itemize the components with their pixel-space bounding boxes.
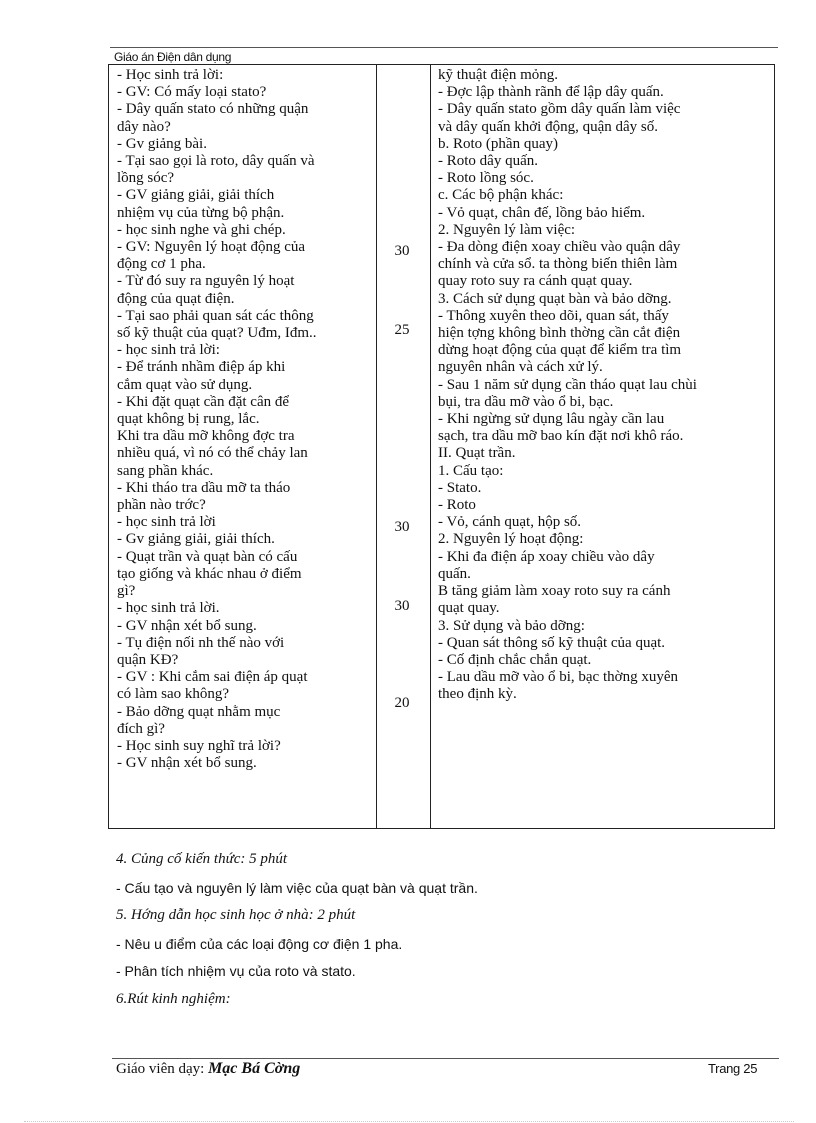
table-line: có làm sao không? [117, 686, 230, 703]
table-line: - Lau dầu mỡ vào ổ bi, bạc thờng xuyên [438, 669, 678, 686]
table-line: quay roto suy ra cánh quạt quay. [438, 273, 633, 290]
table-line: - Vỏ, cánh quạt, hộp số. [438, 514, 582, 531]
table-line: - Tụ điện nối nh thế nào với [117, 634, 285, 651]
document-header: Giáo án Điện dân dụng [114, 50, 232, 64]
table-line: - Roto lồng sóc. [438, 170, 534, 187]
time-cell: 30 [394, 519, 410, 535]
table-line: dây nào? [117, 118, 171, 135]
page-number: Trang 25 [708, 1061, 758, 1076]
table-line: - Để tránh nhầm điệp áp khi [117, 359, 286, 376]
table-line: - Roto dây quấn. [438, 153, 538, 170]
time-cell: 20 [394, 695, 410, 711]
lesson-table [108, 64, 775, 829]
table-line: và dây quấn khởi động, quận dây số. [438, 118, 658, 135]
teacher-name: Mạc Bá Cờng [208, 1060, 301, 1077]
table-line: - học sinh trả lời [117, 514, 216, 531]
table-line: - Quan sát thông số kỹ thuật của quạt. [438, 634, 666, 651]
table-line: sạch, tra dầu mỡ bao kín đặt nơi khô ráo. [438, 428, 684, 445]
activities-column [117, 67, 372, 772]
table-line: - GV nhận xét bổ sung. [117, 755, 257, 772]
table-line: - Khi đa điện áp xoay chiều vào dây [438, 548, 655, 565]
column-divider [376, 65, 377, 828]
table-line: 2. Nguyên lý hoạt động: [438, 531, 584, 548]
section-5-item: - Phân tích nhiệm vụ của roto và stato. [116, 963, 356, 979]
table-line: sang phần khác. [117, 462, 214, 479]
table-line: - Cố định chắc chắn quạt. [438, 651, 592, 668]
table-line: - Học sinh suy nghĩ trả lời? [117, 737, 281, 754]
table-line: đích gì? [117, 720, 165, 737]
table-line: nguyên nhân và cách xử lý. [438, 359, 603, 376]
table-line: tạo giống và khác nhau ở điểm [117, 565, 302, 582]
table-line: 3. Cách sử dụng quạt bàn và bảo dỡng. [438, 290, 672, 307]
table-line: c. Các bộ phận khác: [438, 187, 564, 204]
table-line: chính và cửa sổ. ta thòng biến thiên làm [438, 256, 678, 273]
table-line: b. Roto (phần quay) [438, 135, 558, 152]
table-line: - Stato. [438, 479, 482, 496]
section-5-item: - Nêu u điểm của các loại động cơ điện 1 pha. [116, 936, 403, 952]
section-4-heading: 4. Củng cố kiến thức: 5 phút [116, 851, 288, 867]
table-line: dừng hoạt động của quạt để kiểm tra tìm [438, 342, 682, 359]
page-bottom-dots [24, 1121, 794, 1122]
table-line: - Dây quấn stato gồm dây quấn làm việc [438, 101, 681, 118]
table-line: - Tại sao phải quan sát các thông [117, 307, 314, 324]
section-6-heading: 6.Rút kinh nghiệm: [116, 991, 231, 1007]
table-line: B tăng giảm làm xoay roto suy ra cánh [438, 583, 671, 600]
table-line: 1. Cấu tạo: [438, 462, 504, 479]
table-line: quận KĐ? [117, 651, 179, 668]
table-line: - GV: Nguyên lý hoạt động của [117, 239, 306, 256]
table-line: - GV: Có mấy loại stato? [117, 84, 267, 101]
teacher-credit [116, 1060, 300, 1078]
table-line: 2. Nguyên lý làm việc: [438, 221, 576, 238]
header-rule [110, 47, 778, 48]
table-line: quạt không bị rung, lắc. [117, 411, 260, 428]
table-line: - Gv giảng bài. [117, 135, 207, 152]
table-line: - Thông xuyên theo dõi, quan sát, thấy [438, 307, 669, 324]
table-line: quấn. [438, 565, 471, 582]
table-line: - Tại sao gọi là roto, dây quấn và [117, 153, 315, 170]
table-line: - học sinh trả lời. [117, 600, 220, 617]
table-line: hiện tợng không bình thờng cần cắt điện [438, 325, 681, 342]
table-line: - Từ đó suy ra nguyên lý hoạt [117, 273, 295, 290]
time-cell: 30 [394, 598, 410, 614]
table-line: động cơ 1 pha. [117, 256, 206, 273]
table-line: - Đa dòng điện xoay chiều vào quận dây [438, 239, 681, 256]
table-line: - Khi đặt quạt cần đặt cân để [117, 393, 290, 410]
teacher-label: Giáo viên dạy: [116, 1061, 205, 1077]
table-line: - Quạt trần và quạt bàn có cấu [117, 548, 298, 565]
table-line: gì? [117, 583, 136, 600]
table-line: II. Quạt trần. [438, 445, 516, 462]
table-line: động của quạt điện. [117, 290, 235, 307]
table-line: theo định kỳ. [438, 686, 517, 703]
section-5-heading: 5. Hớng dẫn học sinh học ở nhà: 2 phút [116, 907, 356, 923]
column-divider [430, 65, 431, 828]
table-line: nhiều quá, vì nó có thể chảy lan [117, 445, 308, 462]
table-line: cắm quạt vào sử dụng. [117, 376, 253, 393]
table-line: lồng sóc? [117, 170, 175, 187]
table-line: - Khi ngừng sử dụng lâu ngày cần lau [438, 411, 665, 428]
table-line: - Dây quấn stato có những quận [117, 101, 309, 118]
table-line: - Sau 1 năm sử dụng cần tháo quạt lau chùi [438, 376, 697, 393]
table-line: - GV giảng giải, giải thích [117, 187, 275, 204]
table-line: - học sinh trả lời: [117, 342, 220, 359]
table-line: - GV nhận xét bổ sung. [117, 617, 257, 634]
table-line: quạt quay. [438, 600, 500, 617]
table-line: Khi tra dầu mỡ không đợc tra [117, 428, 295, 445]
table-line: phần nào trớc? [117, 497, 206, 514]
table-line: - GV : Khi cắm sai điện áp quạt [117, 669, 308, 686]
table-line: - Gv giảng giải, giải thích. [117, 531, 275, 548]
table-line: - Bảo dỡng quạt nhằm mục [117, 703, 281, 720]
table-line: bụi, tra dầu mỡ vào ổ bi, bạc. [438, 393, 614, 410]
table-line: 3. Sử dụng và bảo dỡng: [438, 617, 585, 634]
table-line: kỹ thuật điện mỏng. [438, 67, 558, 83]
table-line: - Roto [438, 497, 476, 514]
footer-rule [112, 1058, 779, 1059]
table-line: nhiệm vụ của từng bộ phận. [117, 204, 285, 221]
table-line: số kỹ thuật của quạt? Uđm, Iđm.. [117, 325, 317, 342]
table-line: - Đợc lập thành rãnh để lập dây quấn. [438, 84, 664, 101]
table-line: - Học sinh trả lời: [117, 67, 224, 83]
content-column [438, 67, 768, 704]
table-line: - Vỏ quạt, chân đế, lồng bảo hiểm. [438, 204, 646, 221]
table-line: - học sinh nghe và ghi chép. [117, 221, 286, 238]
section-4-item: - Cấu tạo và nguyên lý làm việc của quạt bàn và quạt trần. [116, 880, 478, 896]
time-cell: 25 [394, 322, 410, 338]
table-line: - Khi tháo tra dầu mỡ ta tháo [117, 479, 291, 496]
time-cell: 30 [394, 243, 410, 259]
